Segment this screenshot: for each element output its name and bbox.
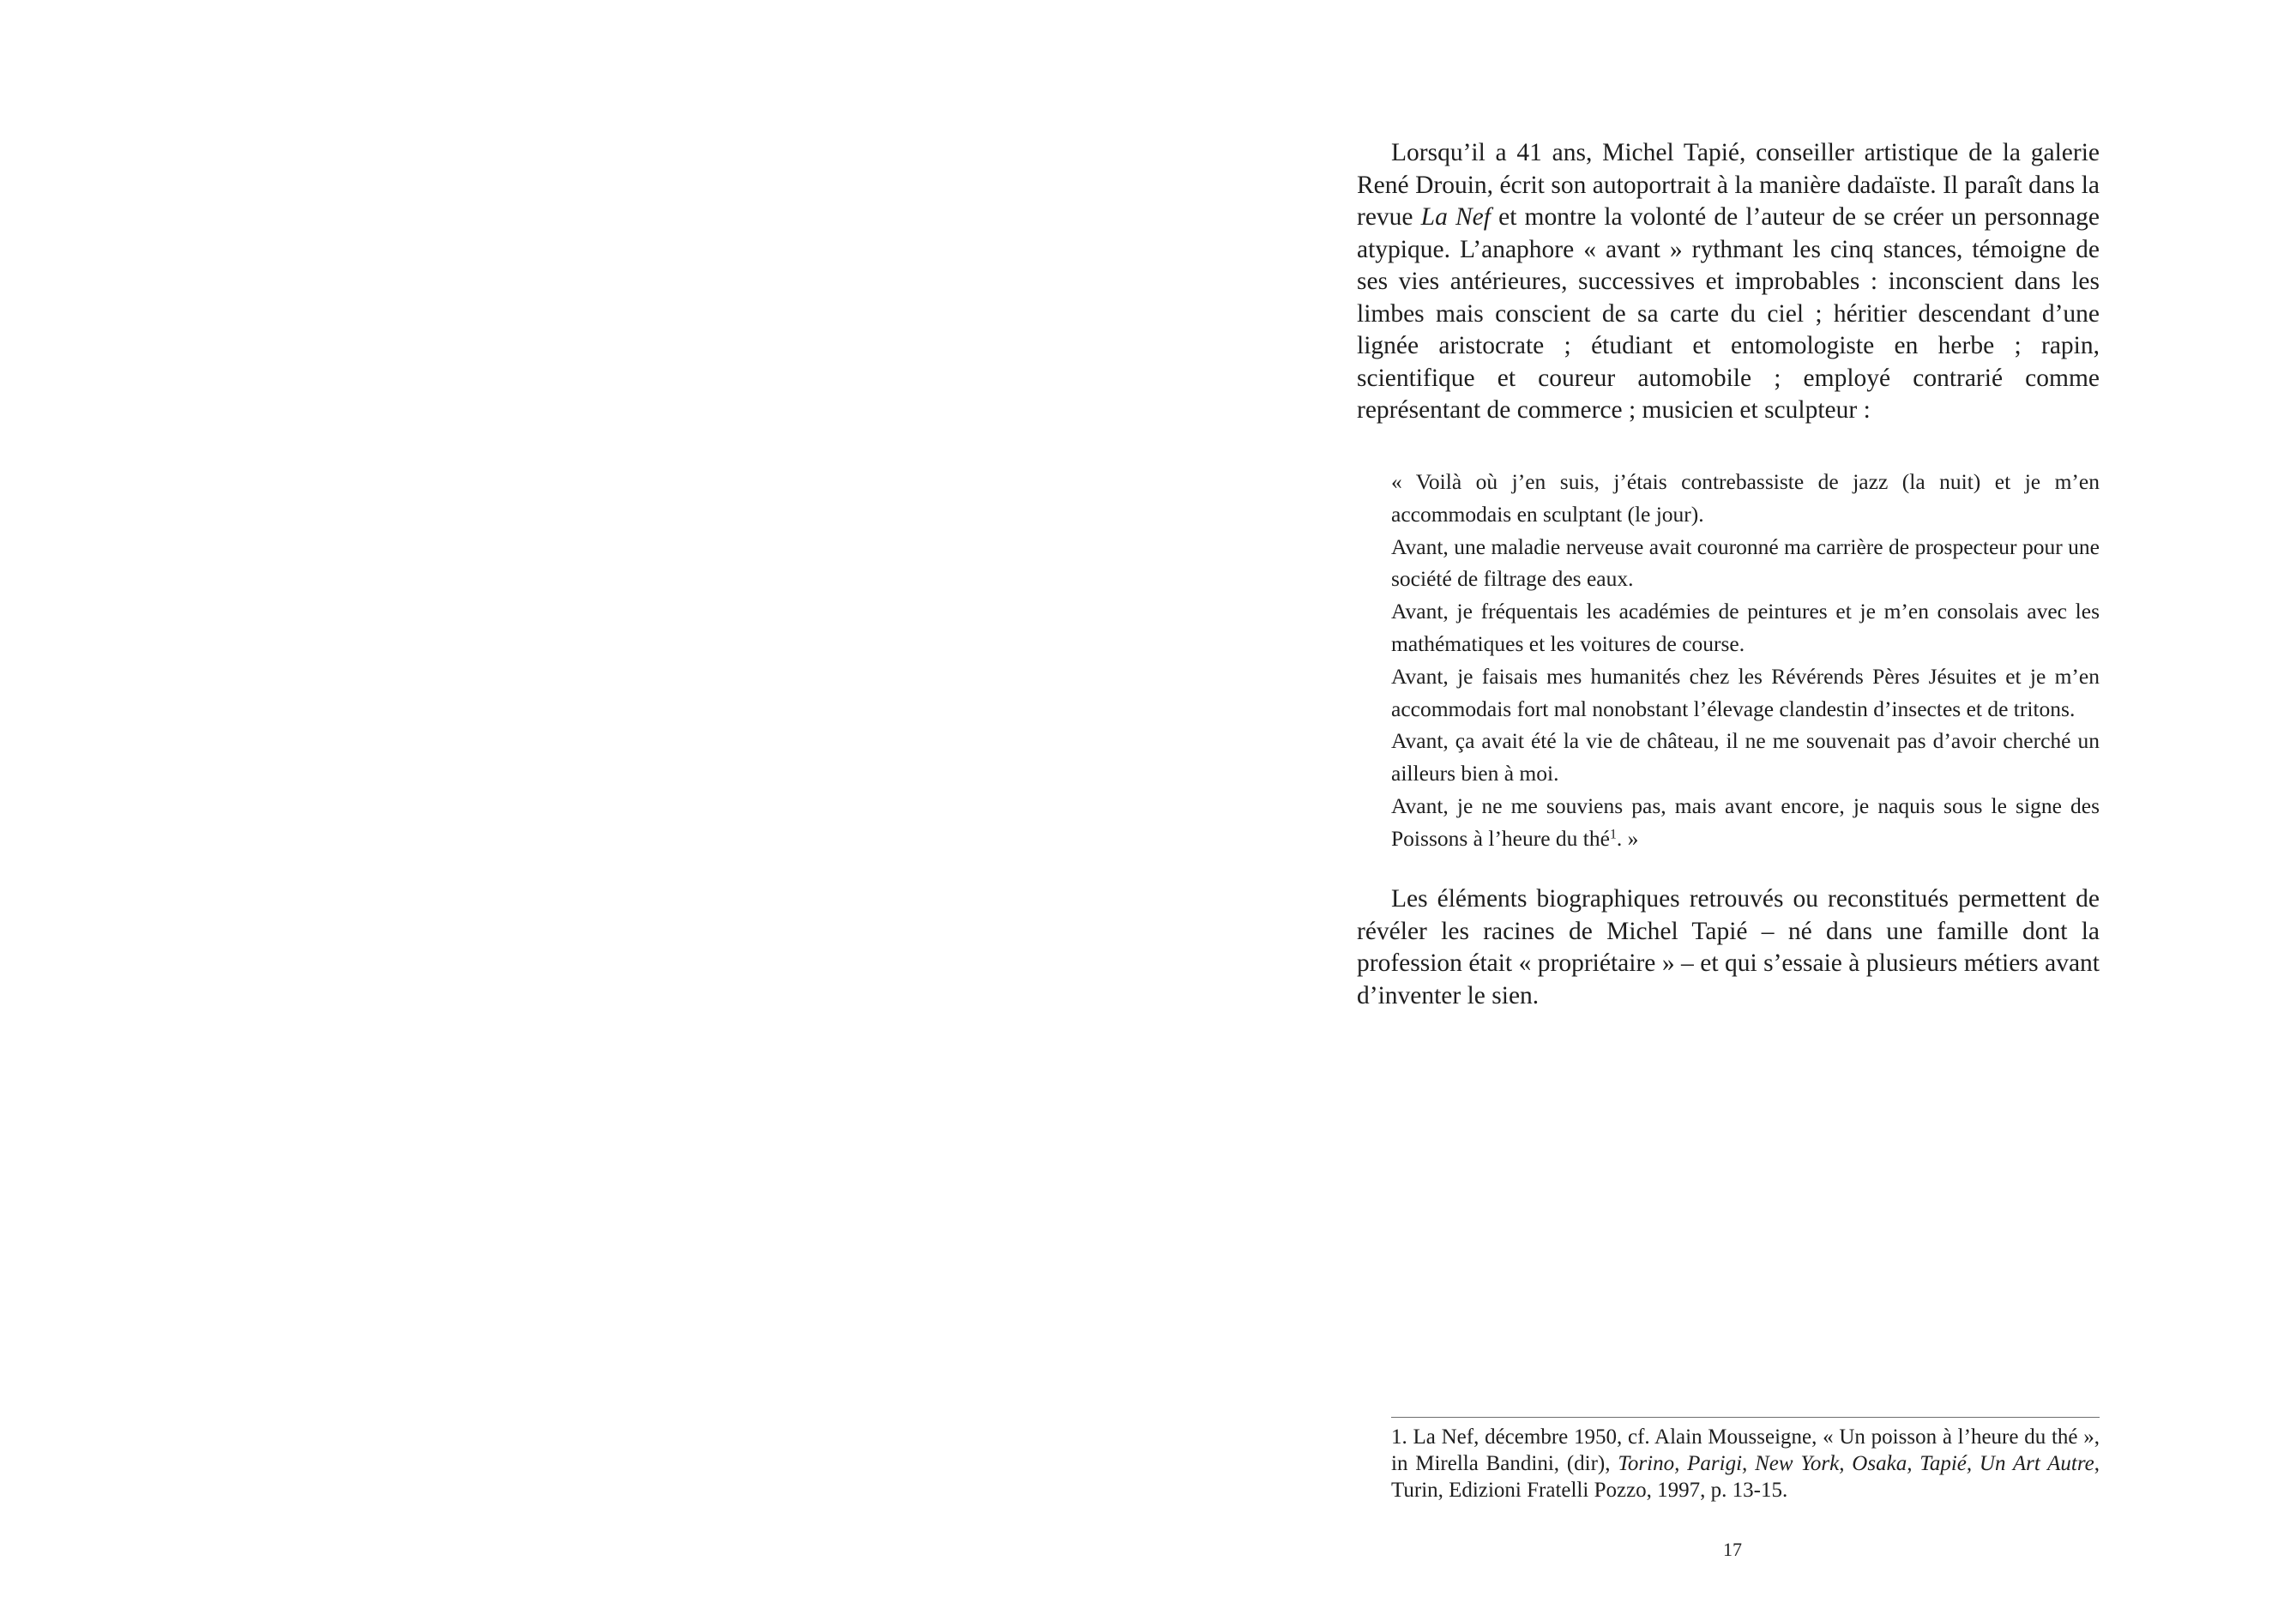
footnote bbox=[1391, 1424, 2100, 1503]
paragraph-1-part-2: et montre la volonté de l’auteur de se créer un personnage atypique. L’anaphore « avant » rythmant les cinq stances, témoigne de ses vies antérieures, successives et improbables : inconscient dans les limbes mais conscient de sa carte du ciel ; héritier descendant d’une lignée aristocrate ; étudiant et entomologiste en herbe ; rapin, scientifique et coureur automobile ; employé contrarié comme représentant de commerce ; musicien et sculpteur : bbox=[1357, 203, 2100, 424]
footnote-reference[interactable]: 1 bbox=[1609, 827, 1617, 842]
paragraph-1 bbox=[1357, 137, 2100, 427]
journal-title: La Nef bbox=[1420, 203, 1491, 231]
quote-last-line: Avant, je ne me souviens pas, mais avant encore, je naquis sous le signe des Poissons à l’heure du thé bbox=[1391, 792, 2100, 851]
footnote-part-2: , Turin, Edizioni Fratelli Pozzo, 1997, p. 13-15. bbox=[1391, 1452, 2100, 1502]
page-number: 17 bbox=[1723, 1539, 1742, 1560]
quote-stanza-5: Avant, ça avait été la vie de château, il ne me souvenait pas d’avoir cherché un ailleurs bien à moi. bbox=[1391, 728, 2100, 786]
paragraph-2: Les éléments biographiques retrouvés ou reconstitués permettent de révéler les racines de Michel Tapié – né dans une famille dont la profession était « propriétaire » – et qui s’essaie à plusieurs métiers avant d’inventer le sien. bbox=[1357, 885, 2100, 1009]
block-quote bbox=[1391, 466, 2100, 855]
quote-closing: . » bbox=[1616, 825, 1639, 851]
paragraph-1-part-1: Lorsqu’il a 41 ans, Michel Tapié, conseiller artistique de la galerie René Drouin, écrit son autoportrait à la manière dadaïste. Il paraît dans la revue bbox=[1357, 139, 2100, 231]
footnote-text bbox=[1391, 1424, 2100, 1503]
opening-paragraph bbox=[1357, 137, 2100, 427]
footnote-part-1: 1. La Nef, décembre 1950, cf. Alain Mousseigne, « Un poisson à l’heure du thé », in Mirella Bandini, (dir), bbox=[1391, 1425, 2100, 1475]
quote-stanza-1: « Voilà où j’en suis, j’étais contrebassiste de jazz (la nuit) et je m’en accommodais en sculptant (le jour). bbox=[1391, 469, 2100, 527]
quote-stanza-4: Avant, je faisais mes humanités chez les Révérends Pères Jésuites et je m’en accommodais fort mal nonobstant l’élevage clandestin d’insectes et de tritons. bbox=[1391, 663, 2100, 721]
footnote-separator bbox=[1391, 1417, 2100, 1418]
quote-stanza-3: Avant, je fréquentais les académies de peintures et je m’en consolais avec les mathématiques et les voitures de course. bbox=[1391, 599, 2100, 656]
closing-paragraph bbox=[1357, 883, 2100, 1012]
quote-stanza-6 bbox=[1391, 790, 2100, 855]
quote-stanza-2: Avant, une maladie nerveuse avait couronné ma carrière de prospecteur pour une société de filtrage des eaux. bbox=[1391, 533, 2100, 592]
footnote-book-title: Torino, Parigi, New York, Osaka, Tapié, Un Art Autre bbox=[1618, 1452, 2094, 1475]
